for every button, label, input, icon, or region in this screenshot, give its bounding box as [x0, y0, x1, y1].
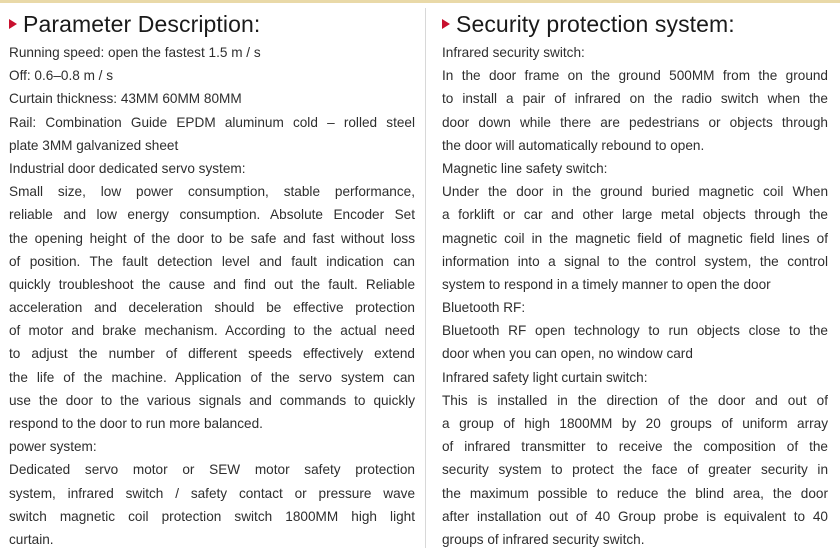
text-line: Small size, low power consumption, stable performance, [9, 184, 415, 200]
text-line: Industrial door dedicated servo system: [9, 160, 246, 176]
text-line: Off: 0.6–0.8 m / s [9, 68, 114, 84]
text-line: Curtain thickness: 43MM 60MM 80MM [9, 91, 242, 107]
parameter-description-section [9, 9, 415, 551]
red-triangle-bullet-icon [9, 19, 17, 29]
text-line: use the door to the various signals and commands to quickly [9, 392, 415, 408]
red-triangle-bullet-icon [442, 19, 450, 29]
text-line: plate 3MM galvanized sheet [9, 137, 179, 153]
text-line: reliable and low energy consumption. Absolute Encoder Set [9, 207, 415, 223]
text-line: information into a signal to the control system, the control [442, 253, 828, 269]
text-line: Infrared safety light curtain switch: [442, 369, 648, 385]
text-line: Bluetooth RF open technology to run objects close to the [442, 323, 828, 339]
text-line: to install a pair of infrared on the radio switch when the [442, 91, 828, 107]
text-line: system, infrared switch / safety contact or pressure wave [9, 485, 415, 501]
text-line: the door will automatically rebound to open. [442, 137, 705, 153]
text-line: groups of infrared security switch. [442, 531, 645, 547]
text-line: curtain. [9, 531, 54, 547]
section-heading [442, 9, 828, 39]
parameter-description-body [9, 41, 415, 551]
text-line: In the door frame on the ground 500MM from the ground [442, 68, 828, 84]
text-line: to adjust the number of different speeds effectively extend [9, 346, 415, 362]
text-line: acceleration and deceleration should be effective protection [9, 300, 415, 316]
text-line: magnetic coil in the magnetic field of magnetic field lines of [442, 230, 828, 246]
text-line: system to respond in a timely manner to open the door [442, 276, 771, 292]
text-line: This is installed in the direction of the door and out of [442, 392, 828, 408]
section-heading [9, 9, 415, 39]
text-line: door when you can open, no window card [442, 346, 693, 362]
text-line: Bluetooth RF: [442, 300, 526, 316]
text-line: the opening height of the door to be safe and fast without loss [9, 230, 415, 246]
text-line: a forklift or car and other large metal objects through the [442, 207, 828, 223]
text-line: Running speed: open the fastest 1.5 m / s [9, 45, 261, 60]
security-protection-section [442, 9, 828, 551]
text-line: after installation out of 40 Group probe is equivalent to 40 [442, 508, 828, 524]
top-rule [0, 0, 840, 3]
text-line: the maximum possible to reduce the blind area, the door [442, 485, 828, 501]
text-line: door down while there are pedestrians or objects through [442, 114, 828, 130]
parameter-description-title: Parameter Description: [23, 10, 261, 37]
text-line: security system to protect the face of greater security in [442, 462, 828, 478]
text-line: of motor and brake mechanism. According to the actual need [9, 323, 415, 339]
text-line: quickly troubleshoot the cause and find out the fault. Reliable [9, 276, 415, 292]
text-line: of position. The fault detection level and fault indication can [9, 253, 415, 269]
text-line: switch magnetic coil protection switch 1800MM high light [9, 508, 415, 524]
text-line: a group of high 1800MM by 20 groups of uniform array [442, 416, 828, 431]
security-protection-body [442, 41, 828, 551]
text-line: of infrared transmitter to receive the composition of the [442, 439, 828, 455]
text-line: Dedicated servo motor or SEW motor safety protection [9, 462, 415, 478]
text-line: respond to the door to run more balanced. [9, 416, 263, 431]
security-protection-title: Security protection system: [456, 10, 735, 37]
column-divider [425, 8, 426, 548]
text-line: the life of the machine. Application of the servo system can [9, 369, 415, 385]
text-line: power system: [9, 439, 97, 455]
text-line: Magnetic line safety switch: [442, 160, 608, 176]
text-line: Under the door in the ground buried magnetic coil When [442, 184, 828, 200]
text-line: Rail: Combination Guide EPDM aluminum cold – rolled steel [9, 114, 415, 130]
text-line: Infrared security switch: [442, 45, 585, 60]
